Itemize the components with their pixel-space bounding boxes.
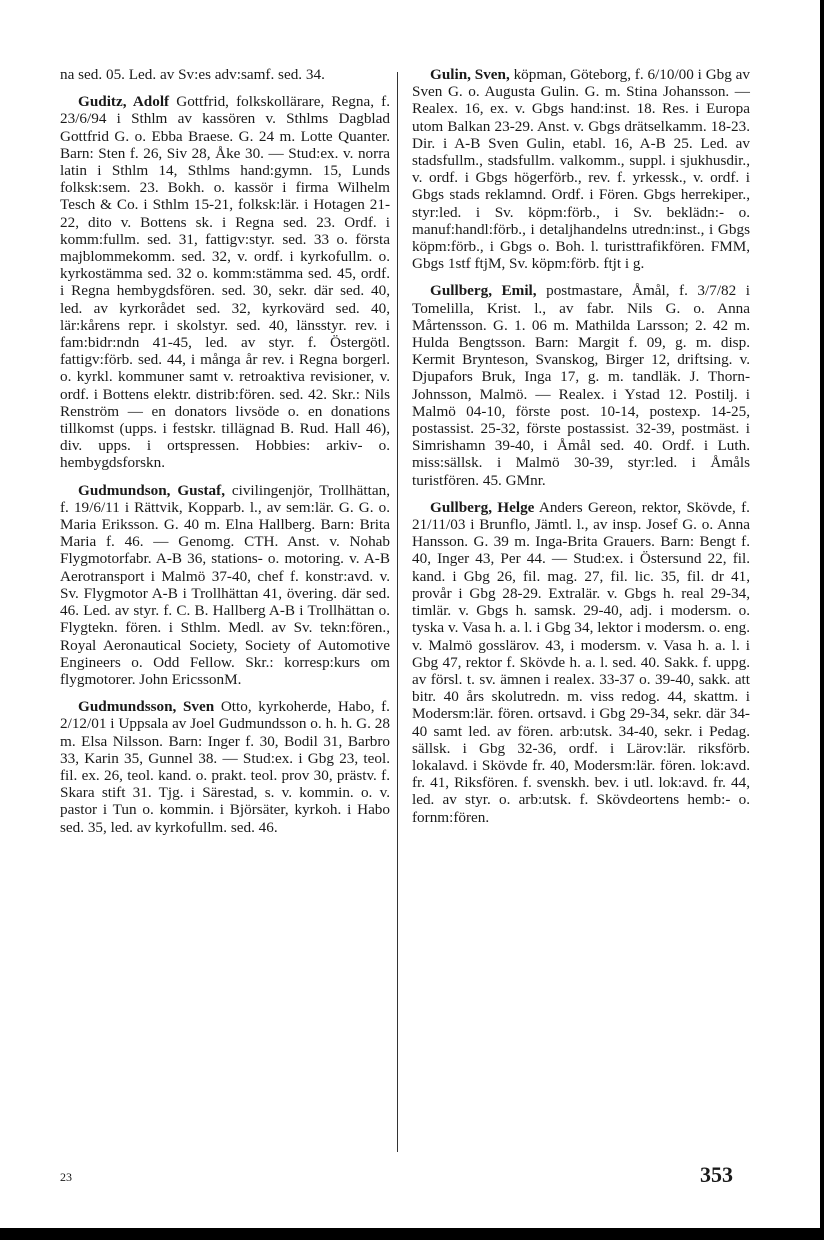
left-column: [60, 66, 390, 836]
entry-name: Gudmundson, Gustaf,: [78, 481, 225, 499]
entry-name: Gullberg, Emil,: [430, 282, 537, 300]
entry-name: Guditz, Adolf: [78, 93, 170, 111]
entry-text: Otto, kyrkoherde, Habo, f. 2/12/01 i Uppsala av Joel Gudmundsson o. h. h. G. 28 m. Elsa Nilsson. Barn: Inger f. 30, Bodil 31, Barbro 33, Karin 35, Gunnel 38. — Stud:ex. i Gbg 23, teol. fil. ex. 26, teol. kand. o. prakt. teol. prov 30, prästv. f. Skara stift 31. Tjg. i Särestad, s. v. kommin. o. v. pastor i Tun o. kommin. i Björsäter, kyrkoh. i Habo sed. 35, led. av kyrkofullm. sed. 46.: [60, 698, 390, 836]
entry-name: Gullberg, Helge: [430, 498, 535, 516]
signature-mark: 23: [60, 1170, 72, 1184]
page-number: 353: [700, 1162, 733, 1187]
entry-name: Gulin, Sven,: [430, 66, 510, 83]
entry-6: [412, 499, 750, 826]
entry-text: na sed. 05. Led. av Sv:es adv:samf. sed. 34.: [60, 66, 325, 83]
entry-3: [60, 698, 390, 836]
entry-5: [412, 282, 750, 488]
scan-border-right: [820, 0, 824, 1240]
entry-text: köpman, Göteborg, f. 6/10/00 i Gbg av Sven G. o. Augusta Gulin. G. m. Stina Johansson. — Realex. 16, ex. v. Gbgs hand:inst. 18. Res. i Europa utom Balkan 23-29. Anst. v. Gbgs drätselkamm. 18-23. Dir. i A-B Sven Gulin, etabl. 16, A-B 25. Led. av stadsfullm., stadsfullm. valkomm., suppl. i sjukhusdir., v. ordf. i Gbgs högerförb., rev. f. yrkessk., v. ordf. i Gbgs stads reklamnd. Ordf. i Fören. Gbgs herrekiper., styr:led. i Sv. köpm:förb., i Sv. beklädn:- o. manuf:handl:förb., i detaljhandelns utredn:inst., i Gbgs köpm:förb., i Gbgs o. Boh. l. turisttrafikfören. FMM, Gbgs 1stf ftjM, Sv. köpm:förb. ftjt i g.: [412, 66, 750, 273]
scan-border-bottom: [0, 1228, 824, 1240]
entry-text: postmastare, Åmål, f. 3/7/82 i Tomelilla, Krist. l., av fabr. Nils G. o. Anna Mårtensson. G. 1. 06 m. Mathilda Larsson; 2. 42 m. Hulda Bengtsson. Barn: Margit f. 09, g. m. disp. Kermit Brynteson, Svanskog, Birger 12, driftsing. v. Djupafors Bruk, Inga 17, g. m. tandläk. J. Thorn-Johnsson, Malmö. — Realex. i Ystad 12. Postilj. i Malmö 04-10, förste post. 10-14, postexp. 14-25, postassist. 25-32, förste postassist. 32-39, postmäst. i Simrishamn 39-40, i Åmål sed. 40. Ordf. i Luth. miss:sällsk. i Malmö 30-39, styr:led. i Åmåls turistfören. 45. GMnr.: [412, 282, 750, 489]
entry-text: Anders Gereon, rektor, Skövde, f. 21/11/03 i Brunflo, Jämtl. l., av insp. Josef G. o. Anna Hansson. G. 39 m. Inga-Brita Grauers. Barn: Bengt f. 40, Inger 43, Per 44. — Stud:ex. i Östersund 22, fil. kand. i Gbg 26, fil. mag. 27, fil. lic. 35, fil. dr 41, provår i Gbg 28-29. Extralär. v. Gbgs h. real 29-34, timlär. v. Gbgs h. samsk. 29-40, adj. i modersm. o. tyska v. Vasa h. a. l. i Gbg 34, lektor i modersm. o. eng. v. Malmö gosslärov. 43, i modersm. v. Vasa h. a. l. i Gbg 47, rektor f. Skövde h. a. l. sed. 40. Sakk. f. uppg. av försl. t. sv. ämnen i realex. 33-37 o. 39-40, sakk. att bitr. 40 års skolutredn. m. viss redog. 44, skattm. i Modersm:lär. fören. ortsavd. i Gbg 29-34, sekr. där 34-40 samt led. av fören. arb:utsk. 34-40, sekr. i Pedag. sällsk. i Gbg 32-36, ordf. i Lärov:lär. riksförb. lokalavd. i Skövde fr. 40, Modersm:lär. fören. lok:avd. fr. 41, Riksfören. f. svenskh. bev. i utl. lok:avd. fr. 44, led. av styr. o. arb:utsk. f. Skövdeortens hemb:- o. fornm:fören.: [412, 498, 750, 826]
column-divider: [397, 72, 398, 1152]
entry-4: [412, 66, 750, 272]
entry-text: civilingenjör, Trollhättan, f. 19/6/11 i Rättvik, Kopparb. l., av sem:lär. G. G. o. Maria Eriksson. G. 40 m. Elna Hallberg. Barn: Brita Maria f. 46. — Genomg. CTH. Anst. v. Nohab Flygmotorfabr. A-B 36, stations- o. motoring. v. A-B Aerotransport i Malmö 37-40, chef f. konstr:avd. v. Sv. Flygmotor A-B i Trollhättan 41, övering. där sed. 46. Led. av styr. f. C. B. Hallberg A-B i Trollhättan o. Flygtekn. fören. i Sthlm. Medl. av Sv. tekn:fören., Royal Aeronautical Society, Society of Automotive Engineers o. Odd Fellow. Skr.: korresp:kurs om flygmotorer. John EricssonM.: [60, 481, 390, 688]
entry-0: [60, 66, 390, 83]
entry-2: [60, 482, 390, 688]
right-column: [412, 66, 750, 826]
entry-1: [60, 93, 390, 471]
entry-text: Gottfrid, folkskollärare, Regna, f. 23/6/94 i Sthlm av kassören v. Sthlms Dagblad Gottfrid G. o. Ebba Braese. G. 24 m. Lotte Quanter. Barn: Sten f. 26, Siv 28, Åke 30. — Stud:ex. v. norra latin i Sthlm 14, Sthlms hand:gymn. 15, Lunds folksk:sem. 23. Bokh. o. kassör i firma Wilhelm Tesch & Co. i Sthlm 15-21, folksk:lär. i Hotagen 21-22, dito v. Bottens sk. i Regna sed. 23. Ordf. i komm:fullm. sed. 31, fattigv:styr. sed. 33 o. första majblommekomm. sed. 32, v. ordf. i kyrkofullm. o. kyrkostämma sed. 32 o. komm:stämma sed. 45, ordf. i Regna hembygdsfören. sed. 30, sekr. där sed. 40, led. av kyrkorådet sed. 32, kyrkovärd sed. 40, lär:kårens repr. i skolstyr. sed. 40, länsstyr. rev. i fam:bidr:ndn 41-45, led. av styr. f. Östergötl. fattigv:förb. sed. 44, i många år rev. i Regna borgerl. o. kyrkl. kommuner samt v. retroaktiva revisioner, v. ordf. i Bottens elektr. distrib:fören. sed. 42. Skr.: Nils Renström — en donators livsöde o. en donations tillkomst (upps. i festskr. tillägnad B. Rud. Hall 46), div. upps. i ortspressen. Hobbies: arkiv- o. hembygdsforskn.: [60, 93, 390, 472]
entry-name: Gudmundsson, Sven: [78, 698, 215, 716]
